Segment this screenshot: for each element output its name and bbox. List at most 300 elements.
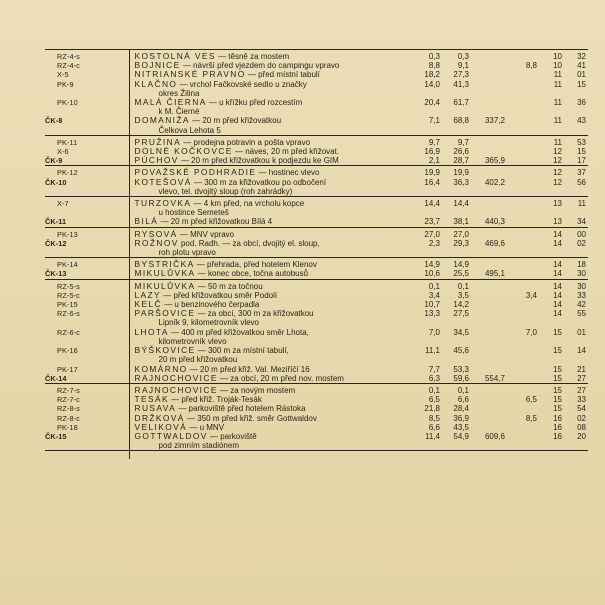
stage-distance: 14,4 (411, 197, 443, 218)
time-minute: 14 (577, 346, 586, 356)
time-minute: 08 (577, 422, 586, 432)
cumulative-distance: 3,5 (457, 290, 469, 300)
table-row (45, 383, 588, 395)
time-minute: 01 (577, 70, 586, 80)
time-minute: 43 (577, 116, 586, 126)
total-distance (472, 197, 508, 218)
location-detail: — 20 m před křiž. Val. Meziříčí 16 (187, 364, 310, 374)
location-detail: — hostinec vlevo (256, 168, 320, 178)
location-detail-continued: okres Žilina (158, 88, 200, 98)
special-stage-distance: 8,5 (525, 413, 537, 423)
table-row (45, 423, 588, 432)
location-detail: — vrchol Fačkovské sedlo u značky (177, 79, 307, 89)
time-minute: 33 (577, 290, 586, 300)
location-detail-continued: pod zimním stadiónem (158, 441, 239, 451)
time-minute: 11 (565, 197, 588, 218)
location-description (129, 239, 411, 258)
time-hour: 14 (540, 279, 565, 291)
special-stage-distance (508, 70, 540, 79)
special-stage-distance (508, 374, 540, 384)
time-minute: 34 (577, 217, 586, 227)
time-minute: 53 (565, 135, 588, 147)
time-minute: 15 (577, 147, 586, 157)
control-code: RZ-5-c (57, 290, 80, 300)
time-hour: 12 (553, 156, 562, 166)
special-stage-distance (508, 269, 540, 279)
time-hour: 15 (553, 346, 562, 356)
control-code: X-5 (57, 70, 69, 80)
control-code: PK-17 (57, 364, 78, 374)
location-detail: — MNV vpravo (177, 229, 235, 239)
total-distance (472, 395, 508, 404)
special-stage-distance (508, 116, 540, 135)
stage-distance: 13,3 (424, 309, 440, 319)
time-minute: 21 (577, 364, 586, 374)
cumulative-distance: 54,9 (453, 431, 469, 441)
control-code: RZ-8-c (57, 413, 80, 423)
special-stage-distance (508, 258, 540, 270)
location-description (129, 374, 411, 384)
total-distance: 554,7 (484, 373, 505, 383)
control-code: PK-9 (57, 79, 74, 89)
control-code: PK-14 (45, 258, 129, 270)
control-code: X-6 (57, 147, 69, 157)
time-minute: 17 (577, 156, 586, 166)
location-detail: pod. Radh. — za obcí, dvojitý el. sloup, (178, 238, 320, 248)
place-name: RAJNOCHOVICE (134, 384, 218, 395)
special-stage-distance (508, 50, 540, 62)
total-distance (472, 383, 508, 395)
special-stage-distance (508, 423, 540, 432)
cumulative-distance: 28,7 (453, 156, 469, 166)
time-minute: 36 (577, 98, 586, 108)
location-detail: — 20 m před křižovatkou Bílá 4 (158, 217, 273, 227)
control-code: PK-16 (57, 346, 78, 356)
place-name: MIKULŮVKA (134, 268, 196, 279)
place-name: KLAČNO (134, 78, 178, 89)
table-row (45, 227, 588, 239)
total-distance (472, 50, 508, 62)
special-stage-distance (508, 217, 540, 227)
time-minute: 56 (577, 177, 586, 187)
total-distance (472, 227, 508, 239)
cumulative-distance: 34,5 (453, 327, 469, 337)
cumulative-distance: 29,3 (453, 238, 469, 248)
location-detail: — 20 m před křižovatkou (189, 116, 282, 126)
time-minute: 41 (577, 61, 586, 71)
time-minute: 37 (565, 166, 588, 178)
stage-distance: 3,4 (428, 290, 440, 300)
location-description (129, 309, 411, 327)
time-hour: 15 (540, 383, 565, 395)
time-minute: 20 (577, 431, 586, 441)
stage-distance: 2,3 (428, 238, 440, 248)
total-distance: 365,9 (484, 156, 505, 166)
time-hour: 12 (540, 166, 565, 178)
location-detail: — návrší před vjezdem do campingu vpravo (180, 61, 340, 71)
location-detail-continued: Čelkova Lehota 5 (158, 125, 221, 135)
control-code: PK-18 (57, 422, 78, 432)
table-row (45, 404, 588, 413)
total-distance: 440,3 (484, 217, 505, 227)
control-code: ČK-13 (45, 269, 67, 279)
control-code: PK-15 (57, 300, 78, 310)
table-row (45, 217, 588, 227)
stage-distance: 11,4 (425, 431, 440, 441)
total-distance (472, 61, 508, 70)
total-distance (472, 70, 508, 79)
itinerary-table (45, 49, 588, 459)
time-hour: 13 (540, 197, 565, 218)
total-distance (472, 98, 508, 116)
cumulative-distance: 6,6 (457, 395, 469, 405)
location-detail: — za obcí, 300 m za křižovatkou (195, 309, 314, 319)
table-row (45, 239, 588, 258)
table-row (45, 374, 588, 384)
total-distance (472, 404, 508, 413)
location-detail: — 400 m před křižovatkou směr Lhota, (168, 327, 309, 337)
location-description (129, 432, 411, 451)
time-hour: 14 (540, 227, 565, 239)
place-name: RUSAVA (134, 403, 177, 414)
location-description (129, 383, 411, 395)
cumulative-distance: 0,3 (443, 50, 472, 62)
special-stage-distance (508, 300, 540, 309)
special-stage-distance (508, 135, 540, 147)
cumulative-distance: 45,6 (453, 346, 469, 356)
total-distance (472, 328, 508, 346)
location-detail: — 350 m před křiž. směr Gottwaldov (184, 413, 317, 423)
table-row (45, 156, 588, 166)
table-row (45, 279, 588, 291)
stage-distance: 0,1 (411, 279, 443, 291)
time-hour: 14 (553, 238, 562, 248)
location-description (129, 98, 411, 116)
cumulative-distance: 43,5 (453, 422, 469, 432)
time-hour: 13 (553, 217, 562, 227)
stage-distance: 23,7 (424, 217, 440, 227)
control-code: ČK-12 (45, 238, 67, 248)
place-name: BÝŠKOVICE (134, 345, 196, 356)
time-hour: 14 (540, 258, 565, 270)
place-name: RAJNOCHOVICE (134, 372, 218, 383)
location-detail-continued: roh plotu vpravo (158, 248, 216, 258)
control-code: RZ-4-s (45, 50, 129, 62)
table-row (45, 147, 588, 156)
location-detail: — 4 km před, na vrcholu kopce (191, 199, 305, 209)
place-name: POVAŽSKÉ PODHRADIE (134, 167, 257, 178)
location-detail-continued: Lipník 9, kilometrovník vlevo (158, 318, 259, 328)
control-code: RZ-8-s (57, 404, 80, 414)
control-code: RZ-6-c (57, 327, 80, 337)
special-stage-distance: 8,8 (525, 61, 537, 71)
control-code: PK-13 (45, 227, 129, 239)
special-stage-distance (508, 309, 540, 327)
time-hour: 10 (540, 50, 565, 62)
cumulative-distance: 27,0 (443, 227, 472, 239)
location-detail: — u MNV (187, 422, 225, 432)
special-stage-distance: 3,4 (525, 290, 537, 300)
place-name: DRŽKOVÁ (134, 412, 185, 423)
special-stage-distance (508, 404, 540, 413)
location-detail: — před křiž. Troják-Tesák (168, 395, 262, 405)
special-stage-distance (508, 98, 540, 116)
time-hour: 12 (553, 147, 562, 157)
control-code: PK-12 (45, 166, 129, 178)
location-detail-continued: kilometrovník vlevo (158, 336, 227, 346)
location-detail: — přehrada, před hotelem Klenov (194, 260, 317, 270)
table-row (45, 300, 588, 309)
cumulative-distance: 36,9 (453, 413, 469, 423)
location-detail: — náves, 20 m před křižovat. (232, 147, 340, 157)
time-hour: 11 (553, 70, 562, 80)
location-detail: — parkoviště (207, 431, 257, 441)
cumulative-distance: 9,1 (457, 61, 469, 71)
total-distance (472, 300, 508, 309)
special-stage-distance (508, 156, 540, 166)
total-distance: 609,6 (484, 431, 505, 441)
cumulative-distance: 53,3 (453, 364, 469, 374)
location-detail-continued: vlevo, tel. dvojitý sloup (roh zahrádky) (158, 186, 293, 196)
time-minute: 55 (577, 309, 586, 319)
time-hour: 10 (553, 61, 562, 71)
total-distance: 337,2 (484, 116, 505, 126)
time-minute: 15 (577, 79, 586, 89)
table-row (45, 70, 588, 79)
special-stage-distance: 7,0 (525, 327, 537, 337)
special-stage-distance (508, 346, 540, 364)
place-name: KOTEŠOVÁ (134, 176, 192, 187)
table-row (45, 80, 588, 98)
location-detail: — 50 m za točnou (195, 281, 263, 291)
control-code: ČK-9 (45, 156, 63, 166)
stage-distance: 0,1 (411, 383, 443, 395)
stage-distance: 0,3 (411, 50, 443, 62)
time-minute: 27 (565, 383, 588, 395)
cumulative-distance: 59,6 (453, 373, 469, 383)
table-row (45, 432, 588, 451)
cumulative-distance: 9,7 (443, 135, 472, 147)
table-row (45, 166, 588, 178)
time-hour: 14 (553, 269, 562, 279)
cumulative-distance: 28,4 (453, 404, 469, 414)
time-hour: 12 (553, 177, 562, 187)
location-description (129, 279, 411, 291)
time-minute: 27 (577, 373, 586, 383)
place-name: VELIKOVÁ (134, 421, 188, 432)
stage-distance: 20,4 (424, 98, 440, 108)
place-name: TURZOVKA (134, 198, 192, 209)
total-distance (472, 258, 508, 270)
place-name: LHOTA (134, 326, 169, 337)
location-description (129, 328, 411, 346)
time-minute: 33 (577, 395, 586, 405)
time-minute: 02 (577, 413, 586, 423)
location-description (129, 156, 411, 166)
location-description (129, 217, 411, 227)
location-detail: — za obcí, 20 m před nov. mostem (217, 373, 344, 383)
location-detail: — před místní tabulí (245, 70, 320, 80)
location-description (129, 291, 411, 300)
total-distance (472, 309, 508, 327)
time-minute: 30 (577, 269, 586, 279)
cumulative-distance: 0,1 (443, 279, 472, 291)
stage-distance: 9,7 (411, 135, 443, 147)
cumulative-distance: 19,9 (443, 166, 472, 178)
location-detail: — 300 m za místní tabulí, (195, 346, 289, 356)
table-row (45, 135, 588, 147)
time-hour: 15 (553, 373, 562, 383)
table-bottom-rule (45, 451, 588, 460)
location-description (129, 80, 411, 98)
location-detail-continued: k M. Čierné (158, 107, 200, 117)
special-stage-distance (508, 178, 540, 197)
special-stage-distance (508, 239, 540, 258)
total-distance (472, 80, 508, 98)
time-hour: 15 (553, 395, 562, 405)
control-code: RZ-6-s (57, 309, 80, 319)
control-code: X-7 (45, 197, 129, 218)
stage-distance: 8,5 (428, 413, 440, 423)
stage-distance: 7,7 (428, 364, 440, 374)
location-detail: — parkoviště před hotelem Rástoka (176, 404, 306, 414)
special-stage-distance (508, 80, 540, 98)
total-distance (472, 147, 508, 156)
cumulative-distance: 27,5 (453, 309, 469, 319)
table-row (45, 291, 588, 300)
table-row (45, 197, 588, 218)
total-distance (472, 423, 508, 432)
table-row (45, 309, 588, 327)
place-name: BOJNICE (134, 60, 181, 71)
time-hour: 15 (553, 327, 562, 337)
time-hour: 14 (553, 300, 562, 310)
total-distance (472, 346, 508, 364)
time-hour: 15 (553, 364, 562, 374)
place-name: ROŽNOV (134, 237, 179, 248)
total-distance (472, 135, 508, 147)
place-name: PÚCHOV (134, 155, 179, 166)
place-name: MALÁ ČIERNA (134, 97, 207, 108)
location-detail: — u benzinového čerpadla (161, 300, 260, 310)
cumulative-distance: 25,5 (453, 269, 469, 279)
total-distance: 402,2 (484, 177, 505, 187)
table-row (45, 178, 588, 197)
location-description (129, 346, 411, 364)
location-description (129, 197, 411, 218)
stage-distance: 11,1 (425, 346, 440, 356)
location-detail: — 20 m před křižovatkou k podjezdu ke GIM (178, 156, 339, 166)
cumulative-distance: 38,1 (453, 217, 469, 227)
time-hour: 15 (553, 404, 562, 414)
control-code: PK-11 (45, 135, 129, 147)
location-detail: — těsně za mostem (215, 52, 290, 61)
location-detail: — u křížku před rozcestím (206, 98, 303, 108)
control-code: PK-10 (57, 98, 78, 108)
special-stage-distance: 6,5 (525, 395, 537, 405)
cumulative-distance: 14,9 (443, 258, 472, 270)
stage-distance: 16,9 (424, 147, 440, 157)
table-row (45, 258, 588, 270)
total-distance (472, 279, 508, 291)
table-row (45, 269, 588, 279)
table-row (45, 395, 588, 404)
stage-distance: 7,1 (428, 116, 440, 126)
special-stage-distance (508, 227, 540, 239)
location-description (129, 178, 411, 197)
control-code: RZ-4-c (57, 61, 80, 71)
time-minute: 54 (577, 404, 586, 414)
location-description (129, 269, 411, 279)
time-hour: 11 (553, 116, 562, 126)
place-name: KOMÁRNO (134, 363, 188, 374)
stage-distance: 18,2 (424, 70, 440, 80)
control-code: RZ-7-s (45, 383, 129, 395)
place-name: PARŠOVICE (134, 308, 196, 319)
location-detail: — za novým mostem (217, 385, 296, 395)
control-code: ČK-14 (45, 373, 67, 383)
place-name: KELČ (134, 299, 162, 310)
control-code: RZ-7-c (57, 395, 80, 405)
cumulative-distance: 0,1 (443, 383, 472, 395)
cumulative-distance: 26,6 (453, 147, 469, 157)
total-distance (472, 414, 508, 423)
location-detail-continued: 20 m před křižovatkou (158, 355, 238, 365)
table-row (45, 365, 588, 374)
cumulative-distance: 61,7 (453, 98, 469, 108)
special-stage-distance (508, 432, 540, 451)
stage-distance: 16,4 (424, 177, 440, 187)
time-hour: 16 (553, 422, 562, 432)
stage-distance: 6,5 (428, 395, 440, 405)
total-distance (472, 291, 508, 300)
place-name: DOMANIŽA (134, 115, 190, 126)
time-hour: 16 (553, 413, 562, 423)
place-name: GOTTWALDOV (134, 430, 208, 441)
stage-distance: 7,0 (428, 327, 440, 337)
table-row (45, 414, 588, 423)
total-distance (472, 365, 508, 374)
place-name: KOSTOLNÁ VES (134, 51, 216, 61)
special-stage-distance (508, 166, 540, 178)
place-name: LAZY (134, 289, 162, 300)
special-stage-distance (508, 383, 540, 395)
time-minute: 42 (577, 300, 586, 310)
time-minute: 00 (565, 227, 588, 239)
stage-distance: 10,7 (424, 300, 440, 310)
location-detail: — prodejna potravin a pošta vpravo (181, 137, 311, 147)
time-minute: 02 (577, 238, 586, 248)
place-name: PRUŽINA (134, 136, 182, 147)
table-row (45, 98, 588, 116)
location-detail: — 300 m za křižovatkou po odbočení (191, 177, 327, 187)
table-row (45, 346, 588, 364)
table-row (45, 50, 588, 62)
control-code: ČK-10 (45, 177, 67, 187)
place-name: DOLNÉ KOČKOVCE (134, 146, 233, 157)
place-name: BILÁ (134, 216, 159, 227)
cumulative-distance: 68,8 (453, 116, 469, 126)
time-minute: 32 (565, 50, 588, 62)
table-row (45, 116, 588, 135)
location-detail: — před křižovatkou směr Podolí (161, 290, 278, 300)
cumulative-distance: 27,3 (453, 70, 469, 80)
place-name: RYSOVÁ (134, 228, 178, 239)
stage-distance: 14,9 (411, 258, 443, 270)
stage-distance: 6,3 (428, 373, 440, 383)
total-distance: 469,6 (484, 238, 505, 248)
stage-distance: 8,8 (428, 61, 440, 71)
